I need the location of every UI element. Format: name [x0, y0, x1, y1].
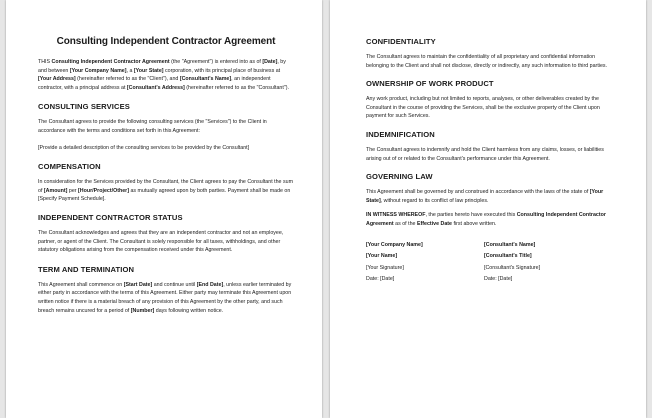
document-page-1: [6, 0, 322, 418]
confidentiality-paragraph: The Consultant agrees to maintain the confidentiality of all proprietary and confidential information belonging to the Client and shall not disclose, directly or indirectly, any such information to third parties.: [366, 54, 608, 69]
bold-placeholder: [Your State]: [133, 67, 164, 74]
ownership-heading: OWNERSHIP OF WORK PRODUCT: [366, 79, 494, 89]
witness-paragraph: IN WITNESS WHEREOF, the parties hereto have executed this Consulting Independent Contractor Agreement as of the Effective Date first above written.: [366, 212, 606, 227]
bold-placeholder: [Your Company Name]: [69, 67, 127, 74]
client-signature-line: [Your Signature]: [366, 264, 404, 271]
bold-placeholder: [Number]: [130, 307, 155, 314]
bold-placeholder: Consulting Independent Contractor Agreement: [366, 212, 606, 227]
client-company-name: [Your Company Name]: [366, 241, 423, 248]
intro-paragraph: THIS Consulting Independent Contractor Agreement (the "Agreement") is entered into as of [Date], by and between [Your Company Name], a [Your State] corporation, with its principal place of business at [Your Address] (hereinafter referred to as the "Client"), and [Consultant's Name], an independent contractor, with a principal address at [Consultant's Address] (hereinafter referred to as the "Consultant").: [38, 59, 289, 91]
consulting-services-description: [Provide a detailed description of the consulting services to be provided by the Consultant]: [38, 144, 250, 151]
bold-placeholder: [Your Address]: [38, 76, 76, 83]
bold-placeholder: Consulting Independent Contractor Agreement: [51, 59, 170, 65]
consultant-signature-line: [Consultant's Signature]: [484, 264, 541, 271]
consultant-title: [Consultant's Title]: [484, 253, 532, 260]
term-termination-heading: TERM AND TERMINATION: [38, 264, 135, 274]
bold-placeholder: [Date]: [262, 59, 278, 65]
bold-placeholder: [Amount]: [43, 187, 68, 194]
contractor-status-heading: INDEPENDENT CONTRACTOR STATUS: [38, 212, 183, 222]
contractor-status-paragraph: The Consultant acknowledges and agrees that they are an independent contractor and not an employee, partner, or agent of the Client. The Consultant is solely responsible for all taxes, withholdings, and other statutory obligations arising from the compensation received under this Agreement.: [38, 229, 284, 254]
compensation-heading: COMPENSATION: [38, 162, 101, 172]
governing-law-heading: GOVERNING LAW: [366, 172, 433, 182]
signature-block: [366, 241, 596, 287]
bold-placeholder: IN WITNESS WHEREOF: [366, 212, 426, 219]
document-title: Consulting Independent Contractor Agreement: [56, 36, 276, 47]
consultant-signature-column: [484, 241, 596, 287]
bold-placeholder: [Consultant's Address]: [126, 84, 185, 91]
bold-placeholder: [Hour/Project/Other]: [78, 187, 129, 194]
consulting-services-heading: CONSULTING SERVICES: [38, 102, 130, 112]
consulting-services-paragraph: The Consultant agrees to provide the following consulting services (the "Services") to the Client in accordance with the terms and conditions set forth in this Agreement:: [38, 119, 267, 134]
bold-placeholder: [Your State]: [366, 189, 604, 204]
compensation-paragraph: In consideration for the Services provided by the Consultant, the Client agrees to pay the Consultant the sum of [Amount] per [Hour/Project/Other] as mutually agreed upon by both parties. Payment shall be made on [Specify Payment Schedule].: [38, 179, 293, 203]
term-termination-paragraph: This Agreement shall commence on [Start Date] and continue until [End Date], unless earlier terminated by either party in accordance with the terms of this Agreement. Either party may terminate this Agreement upon written notice if there is a material breach of any provision of this Agreement by the other party, and such breach remains uncured for a period of [Number] days following written notice.: [38, 281, 292, 314]
bold-placeholder: Effective Date: [416, 220, 452, 227]
bold-placeholder: [Start Date]: [123, 281, 153, 288]
document-page-2: [330, 0, 646, 418]
bold-placeholder: [Consultant's Name]: [179, 76, 232, 83]
ownership-paragraph: Any work product, including but not limited to reports, analyses, or other deliverables created by the Consultant in the course of providing the Services, shall be the exclusive property of the Client upon payment for such Services.: [366, 96, 600, 120]
indemnification-paragraph: The Consultant agrees to indemnify and hold the Client harmless from any claims, losses, or liabilities arising out of or related to the Consultant's performance under this Agreement.: [366, 146, 604, 162]
client-date-line: Date: [Date]: [366, 276, 395, 283]
client-signature-column: [366, 241, 478, 287]
consultant-name: [Consultant's Name]: [484, 241, 536, 248]
client-person-name: [Your Name]: [366, 253, 398, 260]
indemnification-heading: INDEMNIFICATION: [366, 129, 435, 139]
bold-placeholder: [End Date]: [196, 281, 224, 288]
consultant-date-line: Date: [Date]: [484, 276, 513, 283]
governing-law-paragraph: This Agreement shall be governed by and construed in accordance with the laws of the state of [Your State], without regard to its conflict of law principles.: [366, 189, 604, 204]
confidentiality-heading: CONFIDENTIALITY: [366, 37, 436, 46]
